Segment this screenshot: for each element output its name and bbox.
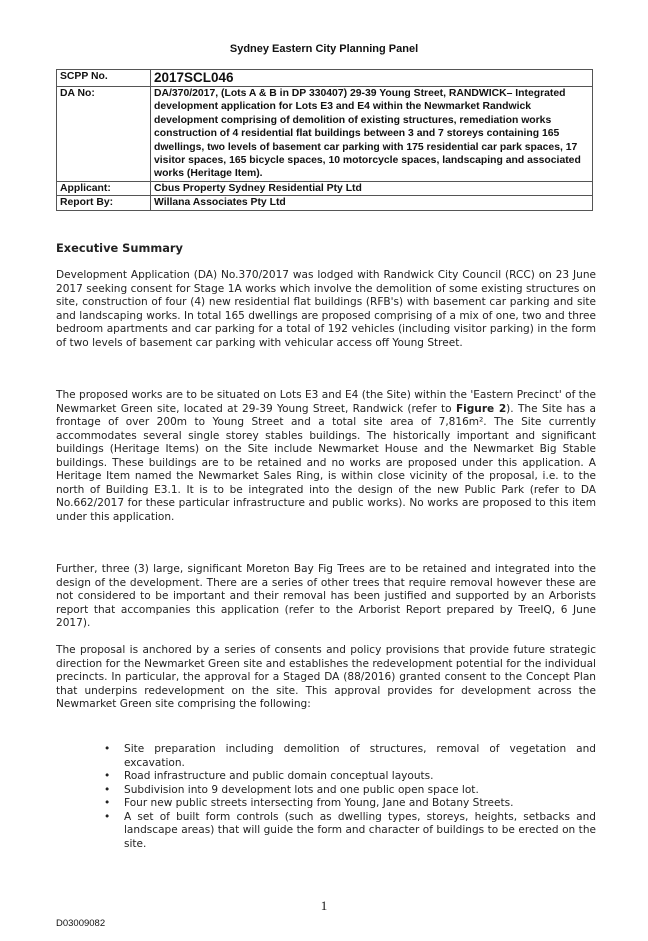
page-header: Sydney Eastern City Planning Panel [229,43,419,55]
section-heading: Executive Summary [56,241,183,255]
row-label: SCPP No. [57,70,151,87]
paragraph: The proposal is anchored by a series of consents and policy provisions that provide future strategic direction for the Newmarket Green site and establishes the redevelopment potential for the individual precincts. In particular, the approval for a Staged DA (88/2016) granted consent to the Concept Plan that underpins redevelopment on the site. This approval provides for development across the Newmarket Green site comprising the following: [56,644,596,710]
table-row [57,196,593,210]
paragraph-text: The proposed works are to be situated on Lots E3 and E4 (the Site) within the 'Eastern Precinct' of the Newmarket Green site, located at 29-39 Young Street, Randwick (refer to [56,389,596,415]
row-label: Report By: [57,196,151,210]
table-row [57,87,593,182]
figure-reference: Figure 2 [455,402,507,415]
da-description: DA/370/2017, (Lots A & B in DP 330407) 29-39 Young Street, RANDWICK– Integrated development application for Lots E3 and E4 within the Newmarket Randwick development comprising of demolition of existing structures, remediation works construction of 4 residential flat buildings between 3 and 7 storeys containing 165 dwellings, two levels of basement car parking with 175 residential car park spaces, 17 visitor spaces, 165 bicycle spaces, 10 motorcycle spaces, landscaping and associated works (Heritage Item). [151,87,593,182]
table-row [57,70,593,87]
info-table [56,69,593,211]
paragraph: Development Application (DA) No.370/2017 was lodged with Randwick City Council (RCC) on 23 June 2017 seeking consent for Stage 1A works which involve the demolition of some existing structures on site, construction of four (4) new residential flat buildings (RFB's) with basement car parking and site and landscaping works. In total 165 dwellings are proposed comprising of a mix of one, two and three bedroom apartments and car parking for a total of 192 vehicles (including visitor parking) in the form of two levels of basement car parking with vehicular access off Young Street. [56,269,596,349]
applicant-value: Cbus Property Sydney Residential Pty Ltd [151,181,593,195]
row-label: DA No: [57,87,151,182]
list-item: • Road infrastructure and public domain conceptual layouts. [56,770,596,784]
list-item: • Subdivision into 9 development lots and one public open space lot. [56,784,596,798]
row-label: Applicant: [57,181,151,195]
list-item: • Site preparation including demolition of structures, removal of vegetation and excavation. [56,743,596,770]
list-item: • A set of built form controls (such as dwelling types, storeys, heights, setbacks and landscape areas) that will guide the form and character of buildings to be erected on the site. [56,811,596,852]
paragraph: Further, three (3) large, significant Moreton Bay Fig Trees are to be retained and integrated into the design of the development. There are a series of other trees that require removal however these are not considered to be important and their removal has been justified and supported by an Arborists report that accompanies this application (refer to the Arborist Report prepared by TreeIQ, 6 June 2017). [56,563,596,629]
list-item: • Four new public streets intersecting from Young, Jane and Botany Streets. [56,797,596,811]
bullet-list [56,743,596,851]
document-id: D03009082 [56,918,106,929]
table-row [57,181,593,195]
report-by-value: Willana Associates Pty Ltd [151,196,593,210]
bullet-list-container [56,743,596,851]
paragraph-text: ). The Site has a frontage of over 200m to Young Street and a total site area of 7,816m². The Site currently accommodates several single storey stables buildings. The historically important and significant buildings (Heritage Items) on the Site include Newmarket House and the Newmarket Big Stable buildings. These buildings are to be retained and no works are proposed under this application. A Heritage Item named the Newmarket Sales Ring, is within close vicinity of the proposal, i.e. to the north of Building E3.1. It is to be integrated into the design of the new Public Park (refer to DA No.662/2017 for these particular infrastructure and public works). No works are proposed to this item under this application. [56,402,596,523]
paragraph [56,389,596,524]
scpp-number: 2017SCL046 [151,70,593,87]
page-number: 1 [320,898,328,913]
